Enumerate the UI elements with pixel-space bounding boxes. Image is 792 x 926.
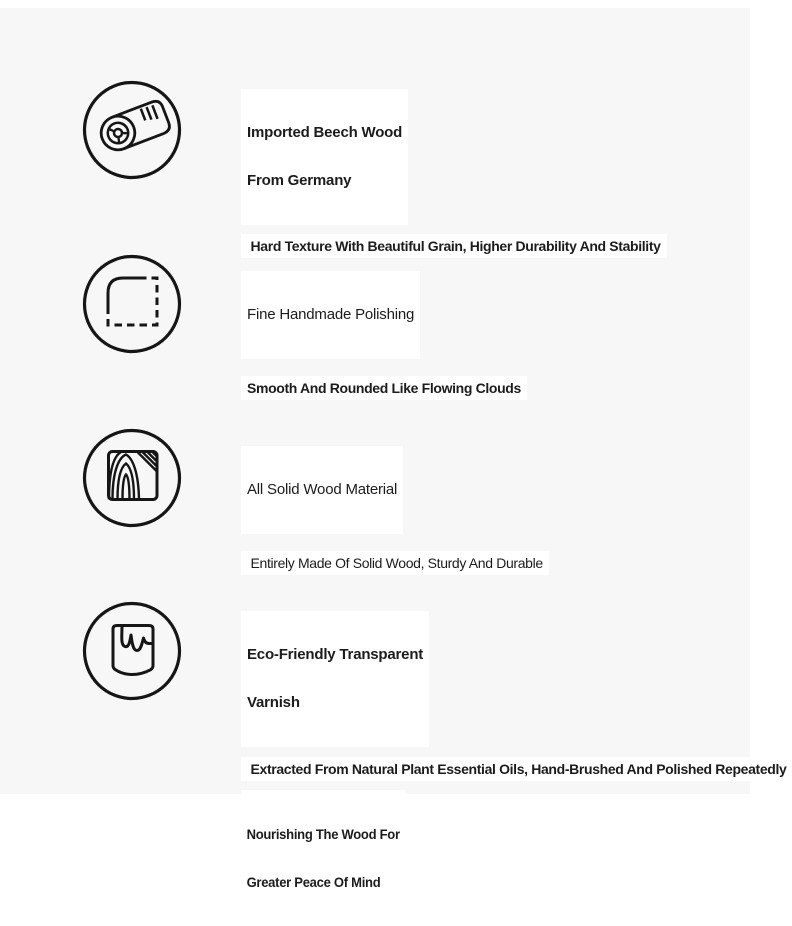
feature-title: Fine Handmade Polishing	[241, 271, 420, 359]
feature-title: All Solid Wood Material	[241, 446, 403, 534]
feature-description: Extracted From Natural Plant Essential Oils, Hand-Brushed And Polished Repeatedly	[241, 757, 792, 781]
feature-row-polishing	[0, 253, 750, 396]
varnish-can-icon	[81, 600, 183, 702]
feature-row-varnish	[0, 600, 787, 890]
feature-row-beech-wood	[0, 79, 750, 254]
wood-grain-icon	[81, 427, 183, 529]
top-white-margin	[0, 0, 750, 8]
feature-title: Eco-Friendly Transparent Varnish	[241, 611, 429, 747]
feature-description: Entirely Made Of Solid Wood, Sturdy And Durable	[241, 551, 549, 575]
feature-row-solid-wood	[0, 427, 750, 571]
feature-note: Nourishing The Wood For Greater Peace Of Mind	[241, 790, 405, 926]
feature-description: Smooth And Rounded Like Flowing Clouds	[241, 376, 527, 400]
feature-description: Hard Texture With Beautiful Grain, Higher Durability And Stability	[241, 234, 667, 258]
bottom-white-margin	[0, 794, 750, 801]
wood-log-icon	[81, 79, 183, 181]
feature-title: Imported Beech Wood From Germany	[241, 89, 408, 225]
polished-rounded-corner-icon	[81, 253, 183, 355]
